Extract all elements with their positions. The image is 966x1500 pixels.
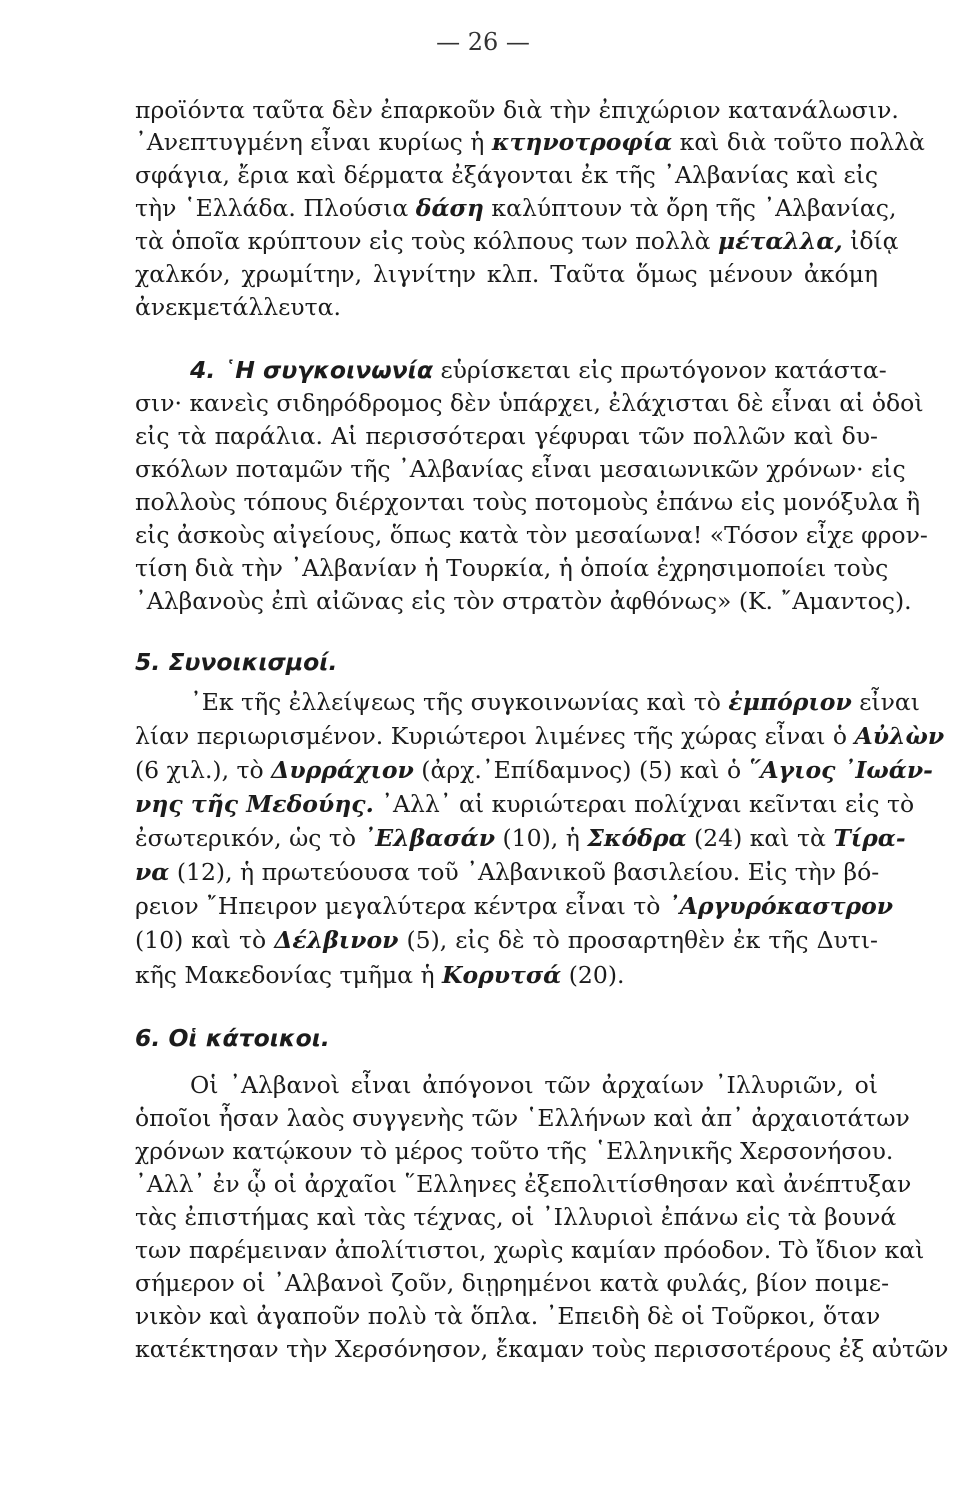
text-segment: κατέκτησαν τὴν Χερσόνησον, ἔκαμαν τοὺς περισσοτέρους ἐξ αὐτῶν bbox=[135, 1335, 949, 1363]
text-line bbox=[135, 485, 921, 519]
text-segment: νικὸν καὶ ἀγαποῦν πολὺ τὰ ὅπλα. ᾿Επειδὴ δὲ οἱ Τοῦρκοι, ὅταν bbox=[135, 1302, 881, 1330]
text-segment: ρειον ῎Ηπειρον μεγαλύτερα κέντρα εἶναι τὸ bbox=[135, 892, 668, 920]
section-5-heading bbox=[135, 645, 878, 679]
text-line bbox=[135, 452, 906, 486]
emphasized-term: Τίρα- bbox=[833, 824, 906, 852]
text-line bbox=[135, 719, 945, 753]
text-segment: σκόλων ποταμῶν τῆς ᾿Αλβανίας εἶναι μεσαιωνικῶν χρόνων· εἰς bbox=[135, 455, 906, 483]
text-line bbox=[135, 889, 894, 923]
text-line bbox=[135, 224, 899, 258]
text-segment: (20). bbox=[561, 961, 625, 989]
text-segment: ᾿Αλλ᾿ αἱ κυριώτεραι πολίχναι κεῖνται εἰς τὸ bbox=[373, 790, 915, 818]
text-line bbox=[135, 386, 924, 420]
text-segment: εἰς τὰ παράλια. Αἱ περισσότεραι γέφυραι τῶν πολλῶν καὶ δυ- bbox=[135, 422, 878, 450]
text-line bbox=[135, 821, 906, 855]
text-segment: ᾿Εκ τῆς ἐλλείψεως τῆς συγκοινωνίας καὶ τὸ bbox=[190, 688, 729, 716]
text-segment: σιν· κανεὶς σιδηρόδρομος δὲν ὑπάρχει, ἐλάχισται δὲ εἶναι αἱ ὁδοὶ bbox=[135, 389, 924, 417]
text-segment: τὰ ὁποῖα κρύπτουν εἰς τοὺς κόλπους των πολλὰ bbox=[135, 227, 719, 255]
page-number: — 26 — bbox=[436, 28, 530, 56]
section-heading-text: 4. ῾Η συγκοινωνία bbox=[190, 356, 433, 384]
text-segment: κῆς Μακεδονίας τμῆμα ἡ bbox=[135, 961, 443, 989]
text-segment: (24) καὶ τὰ bbox=[686, 824, 834, 852]
text-line bbox=[135, 1200, 897, 1234]
text-segment: τίση διὰ τὴν ᾿Αλβανίαν ἡ Τουρκία, ἡ ὁποία ἐχρησιμοποίει τοὺς bbox=[135, 554, 889, 582]
text-line bbox=[135, 1101, 910, 1135]
text-line bbox=[135, 855, 878, 889]
emphasized-term: ᾿Ελβασάν bbox=[363, 824, 496, 852]
text-line bbox=[135, 125, 925, 159]
text-segment: ᾿Αλβανοὺς ἐπὶ αἰῶνας εἰς τὸν στρατὸν ἀφθόνως» (Κ. ῎Αμαντος). bbox=[135, 587, 912, 615]
emphasized-term: ἐμπόριον bbox=[728, 688, 852, 716]
text-line bbox=[135, 551, 889, 585]
text-line bbox=[135, 191, 897, 225]
text-segment: προϊόντα ταῦτα δὲν ἐπαρκοῦν διὰ τὴν ἐπιχώριον κατανάλωσιν. bbox=[135, 96, 899, 124]
section-heading-text: 5. Συνοικισμοί. bbox=[135, 648, 338, 676]
text-segment: πολλοὺς τόπους διέρχονται τοὺς ποτομοὺς ἐπάνω εἰς μονόξυλα ἢ bbox=[135, 488, 921, 516]
text-segment: χρόνων κατῴκουν τὸ μέρος τοῦτο τῆς ῾Ελληνικῆς Χερσονήσου. bbox=[135, 1137, 894, 1165]
emphasized-term: μέταλλα, bbox=[718, 227, 843, 255]
text-segment: (12), ἡ πρωτεύουσα τοῦ ᾿Αλβανικοῦ βασιλείου. Εἰς τὴν βό- bbox=[169, 858, 880, 886]
text-segment: τὴν ῾Ελλάδα. Πλούσια bbox=[135, 194, 416, 222]
emphasized-term: Αὐλὼν bbox=[854, 722, 945, 750]
emphasized-term: ᾿Αργυρόκαστρον bbox=[667, 892, 894, 920]
text-segment: σήμερον οἱ ᾿Αλβανοὶ ζοῦν, διῃρημένοι κατὰ φυλάς, βίον ποιμε- bbox=[135, 1269, 890, 1297]
text-line bbox=[135, 93, 899, 127]
text-segment: χαλκόν, χρωμίτην, λιγνίτην κλπ. Ταῦτα ὅμως μένουν ἀκόμη bbox=[135, 260, 878, 288]
text-line bbox=[135, 923, 878, 957]
text-line bbox=[135, 1167, 912, 1201]
text-line bbox=[135, 257, 878, 291]
text-line bbox=[135, 290, 878, 324]
text-segment: ᾿Αλλ᾿ ἐν ᾧ οἱ ἀρχαῖοι ῞Ελληνες ἐξεπολιτίσθησαν καὶ ἀνέπτυξαν bbox=[135, 1170, 912, 1198]
text-line bbox=[135, 1299, 881, 1333]
emphasized-term: ῞Αγιος ᾿Ιωάν- bbox=[748, 756, 933, 784]
emphasized-term: Κορυτσά bbox=[442, 961, 562, 989]
text-segment: ὁποῖοι ἦσαν λαὸς συγγενὴς τῶν ῾Ελλήνων καὶ ἀπ᾿ ἀρχαιοτάτων bbox=[135, 1104, 910, 1132]
text-segment: εἶναι bbox=[851, 688, 920, 716]
emphasized-term: κτηνοτροφία bbox=[491, 128, 673, 156]
emphasized-term: νης τῆς Μεδούης. bbox=[135, 790, 374, 818]
emphasized-term: Δέλβινον bbox=[274, 926, 399, 954]
text-line bbox=[135, 1233, 925, 1267]
text-segment: των παρέμειναν ἀπολίτιστοι, χωρὶς καμίαν πρόοδον. Τὸ ἴδιον καὶ bbox=[135, 1236, 925, 1264]
section-heading-text: 6. Οἱ κάτοικοι. bbox=[135, 1024, 330, 1052]
text-segment: εὑρίσκεται εἰς πρωτόγονον κατάστα- bbox=[432, 356, 887, 384]
text-line bbox=[135, 958, 878, 992]
text-segment: καὶ διὰ τοῦτο πολλὰ bbox=[672, 128, 925, 156]
emphasized-term: δάση bbox=[415, 194, 484, 222]
text-segment: Οἱ ᾿Αλβανοὶ εἶναι ἀπόγονοι τῶν ἀρχαίων ᾿Ιλλυριῶν, οἱ bbox=[190, 1071, 878, 1099]
text-line bbox=[190, 685, 920, 719]
text-segment: (6 χιλ.), τὸ bbox=[135, 756, 272, 784]
text-segment: ἀνεκμετάλλευτα. bbox=[135, 293, 341, 321]
text-line bbox=[135, 584, 912, 618]
text-segment: (10) καὶ τὸ bbox=[135, 926, 275, 954]
emphasized-term: Σκόδρα bbox=[587, 824, 687, 852]
text-segment: λίαν περιωρισμένον. Κυριώτεροι λιμένες τῆς χώρας εἶναι ὁ bbox=[135, 722, 855, 750]
text-segment: ἐσωτερικόν, ὡς τὸ bbox=[135, 824, 364, 852]
text-line bbox=[135, 753, 933, 787]
text-segment: σφάγια, ἔρια καὶ δέρματα ἐξάγονται ἐκ τῆς ᾿Αλβανίας καὶ εἰς bbox=[135, 161, 879, 189]
text-line bbox=[135, 518, 928, 552]
emphasized-term: να bbox=[135, 858, 170, 886]
text-line bbox=[135, 1332, 949, 1366]
text-line bbox=[190, 1068, 878, 1102]
text-line bbox=[135, 419, 878, 453]
text-segment: (5), εἰς δὲ τὸ προσαρτηθὲν ἐκ τῆς Δυτι- bbox=[398, 926, 878, 954]
emphasized-term: Δυρράχιον bbox=[271, 756, 414, 784]
text-segment: τὰς ἐπιστήμας καὶ τὰς τέχνας, οἱ ᾿Ιλλυριοὶ ἐπάνω εἰς τὰ βουνά bbox=[135, 1203, 897, 1231]
text-segment: (10), ἡ bbox=[495, 824, 588, 852]
text-line bbox=[135, 158, 878, 192]
text-segment: ἰδίᾳ bbox=[842, 227, 899, 255]
text-line bbox=[135, 787, 915, 821]
section-4-heading-line bbox=[190, 353, 887, 387]
text-segment: ᾿Ανεπτυγμένη εἶναι κυρίως ἡ bbox=[135, 128, 492, 156]
text-line bbox=[135, 1266, 890, 1300]
text-segment: εἰς ἀσκοὺς αἰγείους, ὅπως κατὰ τὸν μεσαίωνα! «Τόσον εἶχε φρον- bbox=[135, 521, 928, 549]
section-6-heading bbox=[135, 1021, 878, 1055]
text-segment: καλύπτουν τὰ ὄρη τῆς ᾿Αλβανίας, bbox=[483, 194, 897, 222]
text-segment: (ἀρχ.᾿Επίδαμνος) (5) καὶ ὁ bbox=[413, 756, 749, 784]
text-line bbox=[135, 1134, 894, 1168]
